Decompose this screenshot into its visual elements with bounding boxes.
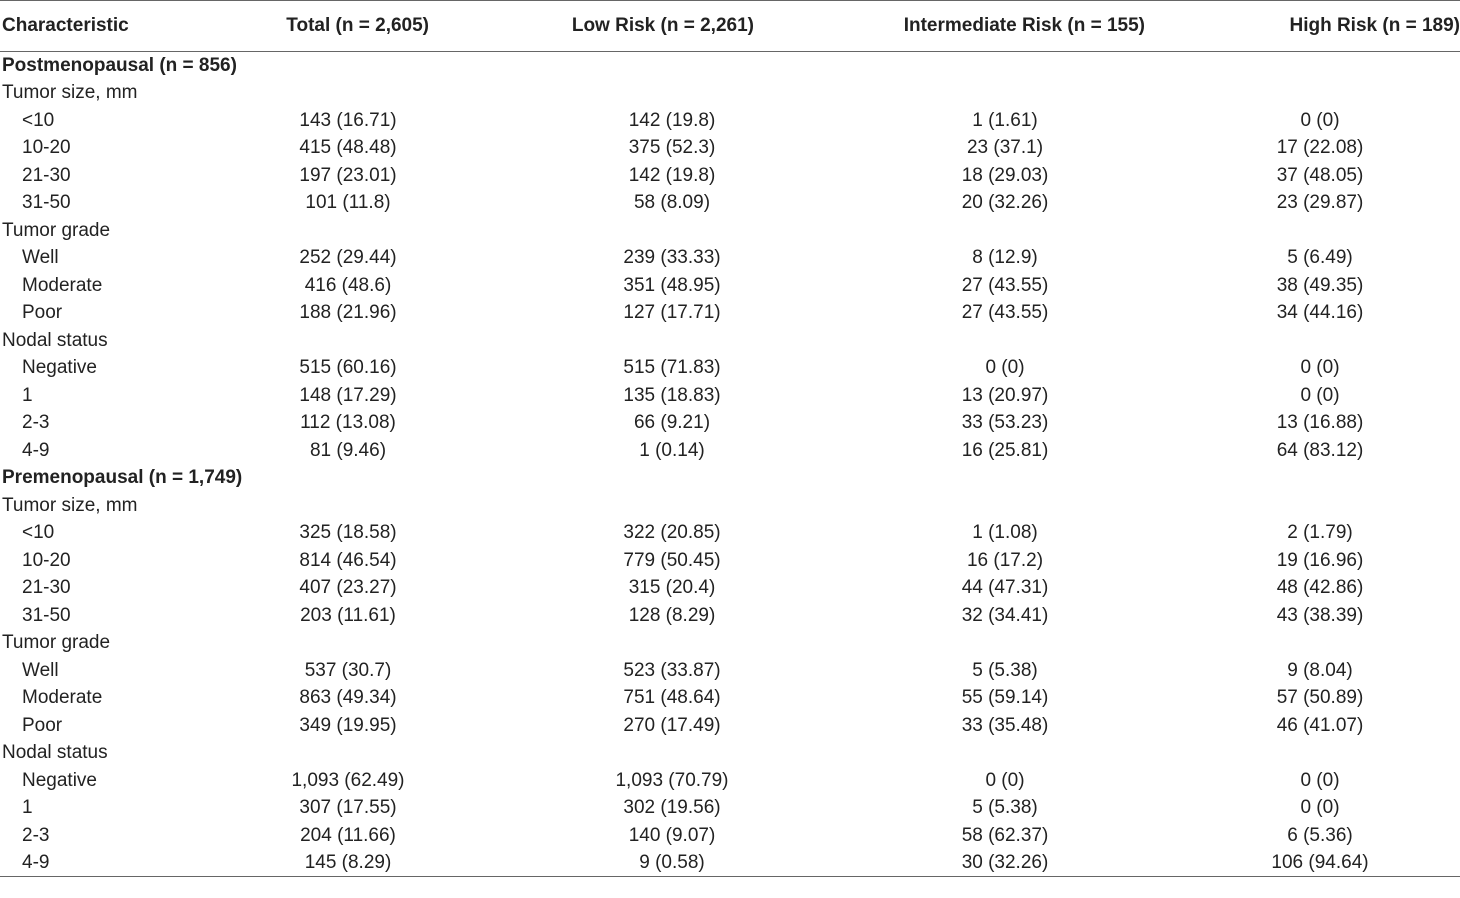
low-risk-cell <box>497 52 809 80</box>
group-row <box>0 79 1460 107</box>
intermediate-risk-cell-value: 5 (5.38) <box>972 659 1038 681</box>
total-cell-value: 863 (49.34) <box>299 687 397 709</box>
low-risk-cell <box>497 327 809 355</box>
intermediate-risk-cell-value: 0 (0) <box>985 769 1025 791</box>
row-label: <10 <box>22 522 55 544</box>
low-risk-cell-value: 239 (33.33) <box>623 247 721 269</box>
intermediate-risk-cell <box>809 602 1165 630</box>
row-label: 2-3 <box>22 824 50 846</box>
intermediate-risk-cell-value: 33 (53.23) <box>961 412 1049 434</box>
low-risk-cell <box>497 189 809 217</box>
total-cell <box>232 409 497 437</box>
high-risk-cell-value: 57 (50.89) <box>1276 687 1364 709</box>
intermediate-risk-cell-value: 1 (1.61) <box>972 109 1038 131</box>
high-risk-cell <box>1165 107 1460 135</box>
total-cell-value: 145 (8.29) <box>304 852 392 873</box>
high-risk-cell-value: 0 (0) <box>1300 357 1340 379</box>
low-risk-cell-value: 58 (8.09) <box>633 192 711 214</box>
header-row <box>0 1 1460 52</box>
total-cell <box>232 822 497 850</box>
intermediate-risk-cell <box>809 272 1165 300</box>
total-cell-value: 197 (23.01) <box>299 164 397 186</box>
intermediate-risk-cell <box>809 767 1165 795</box>
intermediate-risk-cell <box>809 519 1165 547</box>
total-cell <box>232 272 497 300</box>
low-risk-cell <box>497 107 809 135</box>
intermediate-risk-cell <box>809 739 1165 767</box>
table-row <box>0 602 1460 630</box>
low-risk-cell-value: 142 (19.8) <box>628 109 716 131</box>
row-label: Well <box>22 659 59 681</box>
intermediate-risk-cell <box>809 437 1165 465</box>
high-risk-cell <box>1165 492 1460 520</box>
group-label: Tumor size, mm <box>2 82 138 104</box>
total-cell-value: 515 (60.16) <box>299 357 397 379</box>
total-cell-value: 415 (48.48) <box>299 137 397 159</box>
low-risk-cell-value: 127 (17.71) <box>623 302 721 324</box>
table-row <box>0 519 1460 547</box>
high-risk-cell-value: 0 (0) <box>1300 109 1340 131</box>
total-cell <box>232 712 497 740</box>
low-risk-cell <box>497 519 809 547</box>
low-risk-cell-value: 66 (9.21) <box>633 412 711 434</box>
intermediate-risk-cell <box>809 574 1165 602</box>
low-risk-cell <box>497 712 809 740</box>
high-risk-cell <box>1165 739 1460 767</box>
total-cell <box>232 739 497 767</box>
high-risk-cell <box>1165 822 1460 850</box>
row-label: Negative <box>22 357 97 379</box>
low-risk-cell-value: 302 (19.56) <box>623 797 721 819</box>
row-label: Moderate <box>22 274 103 296</box>
intermediate-risk-cell <box>809 299 1165 327</box>
high-risk-cell-value: 43 (38.39) <box>1276 604 1364 626</box>
intermediate-risk-cell <box>809 684 1165 712</box>
intermediate-risk-cell <box>809 354 1165 382</box>
total-cell-value: 307 (17.55) <box>299 797 397 819</box>
row-label: Negative <box>22 769 97 791</box>
high-risk-cell <box>1165 272 1460 300</box>
table-row <box>0 684 1460 712</box>
total-cell-value: 81 (9.46) <box>309 439 387 461</box>
table-row <box>0 162 1460 190</box>
row-label: 4-9 <box>22 439 50 461</box>
low-risk-cell <box>497 79 809 107</box>
high-risk-cell <box>1165 189 1460 217</box>
low-risk-cell <box>497 822 809 850</box>
row-label: 31-50 <box>22 192 71 214</box>
intermediate-risk-cell-value: 27 (43.55) <box>961 302 1049 324</box>
intermediate-risk-cell <box>809 107 1165 135</box>
group-row <box>0 217 1460 245</box>
section-label: Premenopausal (n = 1,749) <box>2 467 243 489</box>
total-cell <box>232 767 497 795</box>
intermediate-risk-cell-value: 1 (1.08) <box>972 522 1038 544</box>
high-risk-cell <box>1165 244 1460 272</box>
total-cell <box>232 574 497 602</box>
high-risk-cell <box>1165 629 1460 657</box>
low-risk-cell <box>497 602 809 630</box>
high-risk-cell <box>1165 409 1460 437</box>
total-cell <box>232 327 497 355</box>
row-label: 31-50 <box>22 604 71 626</box>
high-risk-cell <box>1165 464 1460 492</box>
high-risk-cell <box>1165 79 1460 107</box>
table-row <box>0 189 1460 217</box>
low-risk-cell-value: 1 (0.14) <box>639 439 705 461</box>
section-label: Postmenopausal (n = 856) <box>2 55 237 76</box>
low-risk-cell <box>497 409 809 437</box>
low-risk-cell-value: 315 (20.4) <box>628 577 716 599</box>
table-row <box>0 767 1460 795</box>
high-risk-cell <box>1165 657 1460 685</box>
intermediate-risk-cell <box>809 409 1165 437</box>
high-risk-cell <box>1165 327 1460 355</box>
total-cell <box>232 299 497 327</box>
low-risk-cell-value: 322 (20.85) <box>623 522 721 544</box>
row-label: 1 <box>22 384 33 406</box>
low-risk-cell-value: 1,093 (70.79) <box>615 769 729 791</box>
total-cell <box>232 79 497 107</box>
low-risk-cell-value: 270 (17.49) <box>623 714 721 736</box>
high-risk-cell <box>1165 684 1460 712</box>
table-row <box>0 574 1460 602</box>
table-row <box>0 409 1460 437</box>
high-risk-cell-value: 38 (49.35) <box>1276 274 1364 296</box>
intermediate-risk-cell <box>809 464 1165 492</box>
group-row <box>0 739 1460 767</box>
low-risk-cell <box>497 684 809 712</box>
low-risk-cell-value: 128 (8.29) <box>628 604 716 626</box>
intermediate-risk-cell <box>809 244 1165 272</box>
total-cell-value: 416 (48.6) <box>304 274 392 296</box>
table-row <box>0 822 1460 850</box>
total-cell-value: 252 (29.44) <box>299 247 397 269</box>
intermediate-risk-cell <box>809 134 1165 162</box>
intermediate-risk-cell <box>809 189 1165 217</box>
intermediate-risk-cell-value: 20 (32.26) <box>961 192 1049 214</box>
total-cell-value: 188 (21.96) <box>299 302 397 324</box>
table-row <box>0 299 1460 327</box>
low-risk-cell <box>497 547 809 575</box>
high-risk-cell <box>1165 354 1460 382</box>
total-cell <box>232 492 497 520</box>
low-risk-cell-value: 9 (0.58) <box>639 852 705 873</box>
low-risk-cell <box>497 272 809 300</box>
total-cell-value: 407 (23.27) <box>299 577 397 599</box>
total-cell <box>232 52 497 80</box>
table-row <box>0 849 1460 877</box>
high-risk-cell <box>1165 712 1460 740</box>
intermediate-risk-cell-value: 33 (35.48) <box>961 714 1049 736</box>
group-label: Tumor size, mm <box>2 494 138 516</box>
low-risk-cell <box>497 299 809 327</box>
intermediate-risk-cell-value: 58 (62.37) <box>961 824 1049 846</box>
high-risk-cell-value: 46 (41.07) <box>1276 714 1364 736</box>
intermediate-risk-cell <box>809 712 1165 740</box>
high-risk-cell <box>1165 794 1460 822</box>
high-risk-cell-value: 106 (94.64) <box>1271 852 1369 873</box>
intermediate-risk-cell-value: 5 (5.38) <box>972 797 1038 819</box>
intermediate-risk-cell-value: 16 (25.81) <box>961 439 1049 461</box>
low-risk-cell-value: 140 (9.07) <box>628 824 716 846</box>
intermediate-risk-cell-value: 13 (20.97) <box>961 384 1049 406</box>
intermediate-risk-cell-value: 0 (0) <box>985 357 1025 379</box>
row-label: 10-20 <box>22 549 71 571</box>
high-risk-cell <box>1165 767 1460 795</box>
intermediate-risk-cell <box>809 547 1165 575</box>
row-label: 1 <box>22 797 33 819</box>
low-risk-cell <box>497 629 809 657</box>
column-header-total: Total (n = 2,605) <box>232 1 497 52</box>
low-risk-cell <box>497 492 809 520</box>
row-label: 10-20 <box>22 137 71 159</box>
intermediate-risk-cell <box>809 492 1165 520</box>
total-cell <box>232 849 497 877</box>
intermediate-risk-cell-value: 18 (29.03) <box>961 164 1049 186</box>
group-row <box>0 492 1460 520</box>
table-row <box>0 382 1460 410</box>
total-cell <box>232 217 497 245</box>
intermediate-risk-cell <box>809 79 1165 107</box>
total-cell-value: 148 (17.29) <box>299 384 397 406</box>
total-cell <box>232 464 497 492</box>
intermediate-risk-cell-value: 44 (47.31) <box>961 577 1049 599</box>
high-risk-cell <box>1165 849 1460 877</box>
intermediate-risk-cell-value: 32 (34.41) <box>961 604 1049 626</box>
column-header-characteristic: Characteristic <box>0 1 232 52</box>
high-risk-cell <box>1165 134 1460 162</box>
intermediate-risk-cell <box>809 849 1165 877</box>
high-risk-cell <box>1165 602 1460 630</box>
high-risk-cell <box>1165 162 1460 190</box>
intermediate-risk-cell <box>809 822 1165 850</box>
low-risk-cell-value: 779 (50.45) <box>623 549 721 571</box>
intermediate-risk-cell-value: 16 (17.2) <box>966 549 1044 571</box>
total-cell <box>232 602 497 630</box>
group-label: Tumor grade <box>2 219 111 241</box>
total-cell <box>232 107 497 135</box>
low-risk-cell <box>497 354 809 382</box>
row-label: Well <box>22 247 59 269</box>
low-risk-cell <box>497 244 809 272</box>
total-cell <box>232 629 497 657</box>
high-risk-cell-value: 17 (22.08) <box>1276 137 1364 159</box>
high-risk-cell <box>1165 382 1460 410</box>
total-cell-value: 325 (18.58) <box>299 522 397 544</box>
group-label: Nodal status <box>2 329 108 351</box>
low-risk-cell-value: 142 (19.8) <box>628 164 716 186</box>
column-header-intermediate-risk: Intermediate Risk (n = 155) <box>809 1 1165 52</box>
table-row <box>0 354 1460 382</box>
total-cell-value: 101 (11.8) <box>305 192 391 214</box>
table-row <box>0 244 1460 272</box>
row-label: Poor <box>22 714 63 736</box>
high-risk-cell <box>1165 437 1460 465</box>
intermediate-risk-cell <box>809 657 1165 685</box>
total-cell-value: 112 (13.08) <box>300 412 396 434</box>
row-label: 2-3 <box>22 412 50 434</box>
low-risk-cell <box>497 382 809 410</box>
low-risk-cell <box>497 464 809 492</box>
total-cell <box>232 437 497 465</box>
table-row <box>0 547 1460 575</box>
high-risk-cell <box>1165 217 1460 245</box>
high-risk-cell-value: 9 (8.04) <box>1287 659 1353 681</box>
low-risk-cell-value: 375 (52.3) <box>628 137 716 159</box>
group-label: Nodal status <box>2 742 108 764</box>
total-cell <box>232 684 497 712</box>
total-cell-value: 203 (11.61) <box>300 604 396 626</box>
high-risk-cell <box>1165 52 1460 80</box>
high-risk-cell-value: 48 (42.86) <box>1276 577 1364 599</box>
low-risk-cell <box>497 134 809 162</box>
low-risk-cell <box>497 739 809 767</box>
section-row <box>0 52 1460 80</box>
intermediate-risk-cell-value: 30 (32.26) <box>961 852 1049 873</box>
total-cell <box>232 547 497 575</box>
intermediate-risk-cell-value: 27 (43.55) <box>961 274 1049 296</box>
low-risk-cell <box>497 217 809 245</box>
total-cell-value: 1,093 (62.49) <box>291 769 405 791</box>
high-risk-cell <box>1165 299 1460 327</box>
intermediate-risk-cell-value: 8 (12.9) <box>972 247 1038 269</box>
intermediate-risk-cell <box>809 162 1165 190</box>
table-header <box>0 1 1460 52</box>
high-risk-cell-value: 2 (1.79) <box>1287 522 1353 544</box>
high-risk-cell-value: 19 (16.96) <box>1276 549 1364 571</box>
high-risk-cell-value: 5 (6.49) <box>1287 247 1353 269</box>
table-body <box>0 52 1460 877</box>
total-cell <box>232 189 497 217</box>
high-risk-cell-value: 0 (0) <box>1300 384 1340 406</box>
row-label: <10 <box>22 109 55 131</box>
low-risk-cell <box>497 794 809 822</box>
table-row <box>0 437 1460 465</box>
high-risk-cell-value: 13 (16.88) <box>1276 412 1364 434</box>
table-row <box>0 107 1460 135</box>
low-risk-cell <box>497 657 809 685</box>
low-risk-cell <box>497 162 809 190</box>
low-risk-cell <box>497 767 809 795</box>
intermediate-risk-cell-value: 55 (59.14) <box>961 687 1049 709</box>
section-row <box>0 464 1460 492</box>
low-risk-cell <box>497 437 809 465</box>
intermediate-risk-cell-value: 23 (37.1) <box>966 137 1044 159</box>
group-row <box>0 629 1460 657</box>
intermediate-risk-cell <box>809 327 1165 355</box>
low-risk-cell <box>497 849 809 877</box>
column-header-high-risk: High Risk (n = 189) <box>1165 1 1460 52</box>
row-label: 21-30 <box>22 577 71 599</box>
total-cell-value: 537 (30.7) <box>304 659 392 681</box>
group-row <box>0 327 1460 355</box>
row-label: 21-30 <box>22 164 71 186</box>
table-row <box>0 134 1460 162</box>
total-cell <box>232 519 497 547</box>
low-risk-cell-value: 515 (71.83) <box>623 357 721 379</box>
high-risk-cell <box>1165 574 1460 602</box>
intermediate-risk-cell <box>809 217 1165 245</box>
row-label: Moderate <box>22 687 103 709</box>
low-risk-cell-value: 351 (48.95) <box>623 274 721 296</box>
total-cell <box>232 354 497 382</box>
total-cell <box>232 244 497 272</box>
high-risk-cell-value: 64 (83.12) <box>1276 439 1364 461</box>
row-label: 4-9 <box>0 849 232 877</box>
low-risk-cell-value: 523 (33.87) <box>623 659 721 681</box>
intermediate-risk-cell <box>809 382 1165 410</box>
group-label: Tumor grade <box>2 632 111 654</box>
total-cell-value: 143 (16.71) <box>299 109 397 131</box>
table-row <box>0 794 1460 822</box>
high-risk-cell <box>1165 547 1460 575</box>
high-risk-cell-value: 0 (0) <box>1300 769 1340 791</box>
high-risk-cell-value: 37 (48.05) <box>1276 164 1364 186</box>
row-label: Poor <box>22 302 63 324</box>
intermediate-risk-cell <box>809 794 1165 822</box>
total-cell-value: 349 (19.95) <box>299 714 397 736</box>
total-cell <box>232 162 497 190</box>
high-risk-cell-value: 23 (29.87) <box>1276 192 1364 214</box>
total-cell <box>232 134 497 162</box>
high-risk-cell <box>1165 519 1460 547</box>
column-header-low-risk: Low Risk (n = 2,261) <box>497 1 809 52</box>
total-cell <box>232 657 497 685</box>
total-cell <box>232 794 497 822</box>
total-cell-value: 814 (46.54) <box>299 549 397 571</box>
low-risk-cell <box>497 574 809 602</box>
high-risk-cell-value: 0 (0) <box>1300 797 1340 819</box>
intermediate-risk-cell <box>809 629 1165 657</box>
low-risk-cell-value: 135 (18.83) <box>623 384 721 406</box>
total-cell-value: 204 (11.66) <box>300 824 396 846</box>
total-cell <box>232 382 497 410</box>
intermediate-risk-cell <box>809 52 1165 80</box>
table-row <box>0 657 1460 685</box>
high-risk-cell-value: 34 (44.16) <box>1276 302 1364 324</box>
table-row <box>0 272 1460 300</box>
table-row <box>0 712 1460 740</box>
low-risk-cell-value: 751 (48.64) <box>623 687 721 709</box>
high-risk-cell-value: 6 (5.36) <box>1287 824 1353 846</box>
